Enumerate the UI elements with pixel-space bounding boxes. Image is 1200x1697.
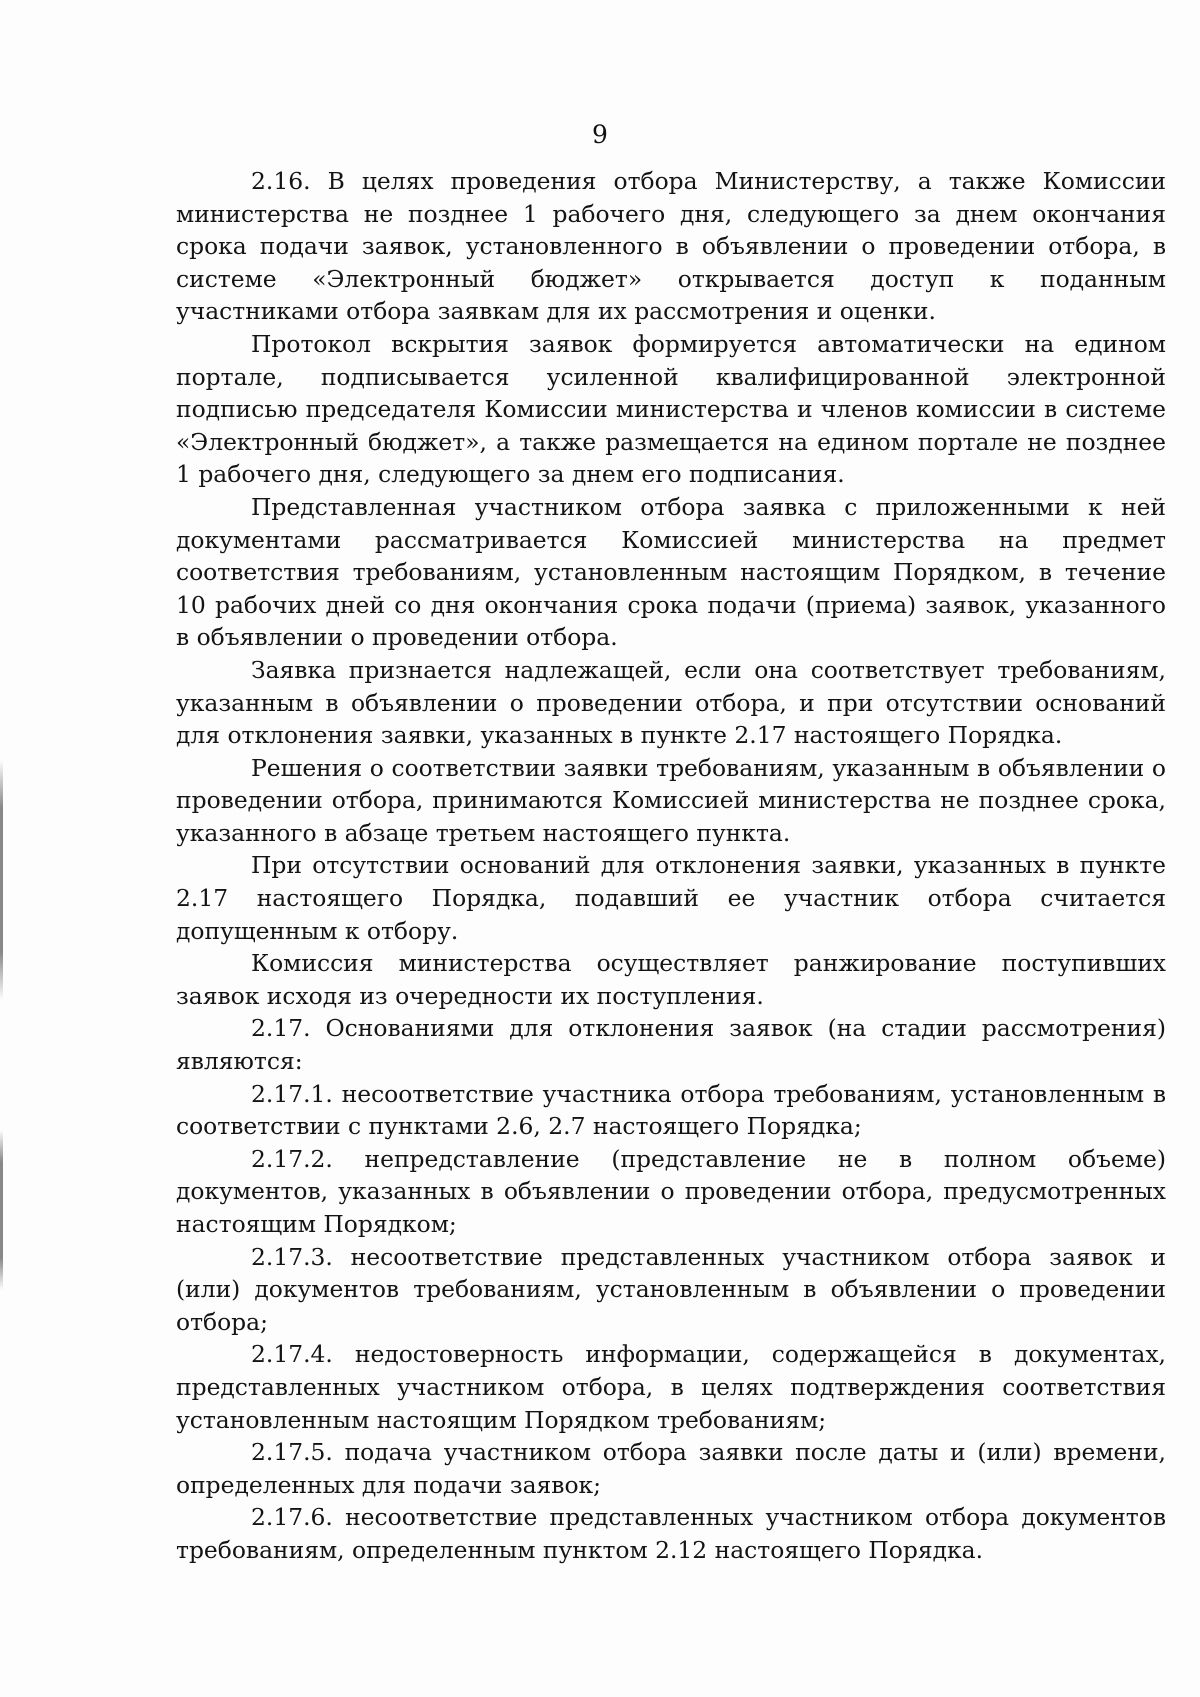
paragraph-2-17-5: 2.17.5. подача участником отбора заявки после даты и (или) времени, определенных для подачи заявок; <box>176 1438 1166 1499</box>
page-number: 9 <box>592 120 608 149</box>
paragraph-2-17-1: 2.17.1. несоответствие участника отбора требованиям, установленным в соответствии с пунктами 2.6, 2.7 настоящего Порядка; <box>176 1079 1166 1141</box>
paragraph-decisions: Решения о соответствии заявки требованиям, указанным в объявлении о проведении отбора, принимаются Комиссией министерства не позднее срока, указанного в абзаце третьем настоящего пункта. <box>176 753 1166 847</box>
paragraph-review: Представленная участником отбора заявка с приложенными к ней документами рассматривается Комиссией министерства на предмет соответствия требованиям, установленным настоящим Порядком, в течение 10 рабочих дней со дня окончания срока подачи (приема) заявок, указанного в объявлении о проведении отбора. <box>176 492 1166 652</box>
paragraph-2-17-2: 2.17.2. непредставление (представление не в полном объеме) документов, указанных в объявлении о проведении отбора, предусмотренных настоящим Порядком; <box>176 1144 1166 1238</box>
paragraph-2-16: 2.16. В целях проведения отбора Министерству, а также Комиссии министерства не позднее 1 рабочего дня, следующего за днем окончания срока подачи заявок, установленного в объявлении о проведении отбора, в системе «Электронный бюджет» открывается доступ к поданным участниками отбора заявкам для их рассмотрения и оценки. <box>176 167 1166 326</box>
scan-edge-shadow-lower <box>0 1130 3 1290</box>
paragraph-ranking: Комиссия министерства осуществляет ранжирование поступивших заявок исходя из очередности их поступления. <box>176 949 1166 1010</box>
paragraph-2-17-3: 2.17.3. несоответствие представленных участником отбора заявок и (или) документов требованиям, установленным в объявлении о проведении отбора; <box>176 1242 1166 1336</box>
paragraph-admission: При отсутствии оснований для отклонения заявки, указанных в пункте 2.17 настоящего Порядка, подавший ее участник отбора считается допущенным к отбору. <box>176 851 1166 945</box>
scan-edge-shadow <box>0 760 3 1000</box>
paragraph-2-17-4: 2.17.4. недостоверность информации, содержащейся в документах, представленных участником отбора, в целях подтверждения соответствия установленным настоящим Порядком требованиям; <box>176 1340 1166 1434</box>
document-body <box>176 165 1166 1567</box>
paragraph-proper-application: Заявка признается надлежащей, если она соответствует требованиям, указанным в объявлении о проведении отбора, и при отсутствии оснований для отклонения заявки, указанных в пункте 2.17 настоящего Порядка. <box>176 655 1166 750</box>
paragraph-2-17-6: 2.17.6. несоответствие представленных участником отбора документов требованиям, определенным пунктом 2.12 настоящего Порядка. <box>176 1503 1166 1564</box>
paragraph-2-17: 2.17. Основаниями для отклонения заявок (на стадии рассмотрения) являются: <box>176 1014 1166 1076</box>
paragraph-protocol: Протокол вскрытия заявок формируется автоматически на едином портале, подписывается усиленной квалифицированной электронной подписью председателя Комиссии министерства и членов комиссии в системе «Электронный бюджет», а также размещается на едином портале не позднее 1 рабочего дня, следующего за днем его подписания. <box>176 329 1166 489</box>
